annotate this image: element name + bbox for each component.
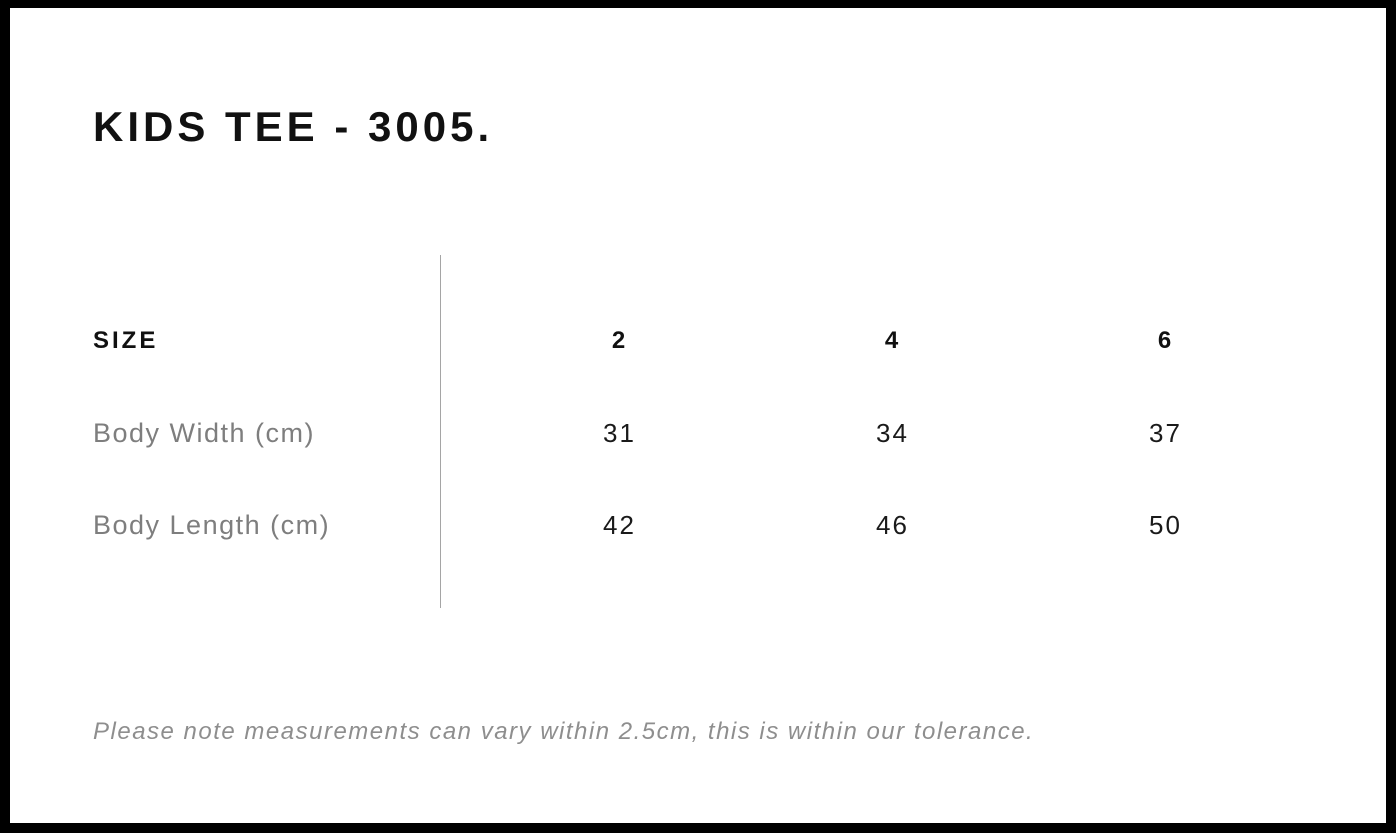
body-length-size-2-value: 42	[603, 509, 636, 540]
body-length-size-4-value: 46	[876, 509, 909, 540]
measurement-cell	[1029, 387, 1302, 479]
tolerance-note: Please note measurements can vary within 2.5cm, this is within our tolerance.	[93, 718, 1035, 745]
row-label-body-width: Body Width (cm)	[93, 417, 316, 448]
size-column-header-2: 2	[611, 327, 628, 354]
size-table-data-grid	[440, 255, 1302, 608]
row-label-body-length: Body Length (cm)	[93, 509, 331, 540]
page-title: KIDS TEE - 3005.	[93, 103, 494, 150]
size-column-header-cell	[756, 295, 1029, 387]
size-table-header-cell	[93, 295, 440, 387]
size-column-header-6: 6	[1157, 327, 1174, 354]
size-table-label-column	[93, 255, 440, 608]
measurement-cell	[756, 479, 1029, 571]
body-length-size-6-value: 50	[1149, 509, 1182, 540]
size-column-header-4: 4	[884, 327, 901, 354]
body-width-size-2-value: 31	[603, 417, 636, 448]
body-width-size-6-value: 37	[1149, 417, 1182, 448]
measurement-cell	[756, 387, 1029, 479]
measurement-cell	[1029, 479, 1302, 571]
size-column-header-cell	[483, 295, 756, 387]
size-table	[93, 255, 1302, 608]
measurement-cell	[483, 387, 756, 479]
measurement-cell	[483, 479, 756, 571]
size-column-title: SIZE	[93, 327, 159, 354]
table-row-label-cell	[93, 479, 440, 571]
table-row-label-cell	[93, 387, 440, 479]
size-column-header-cell	[1029, 295, 1302, 387]
body-width-size-4-value: 34	[876, 417, 909, 448]
